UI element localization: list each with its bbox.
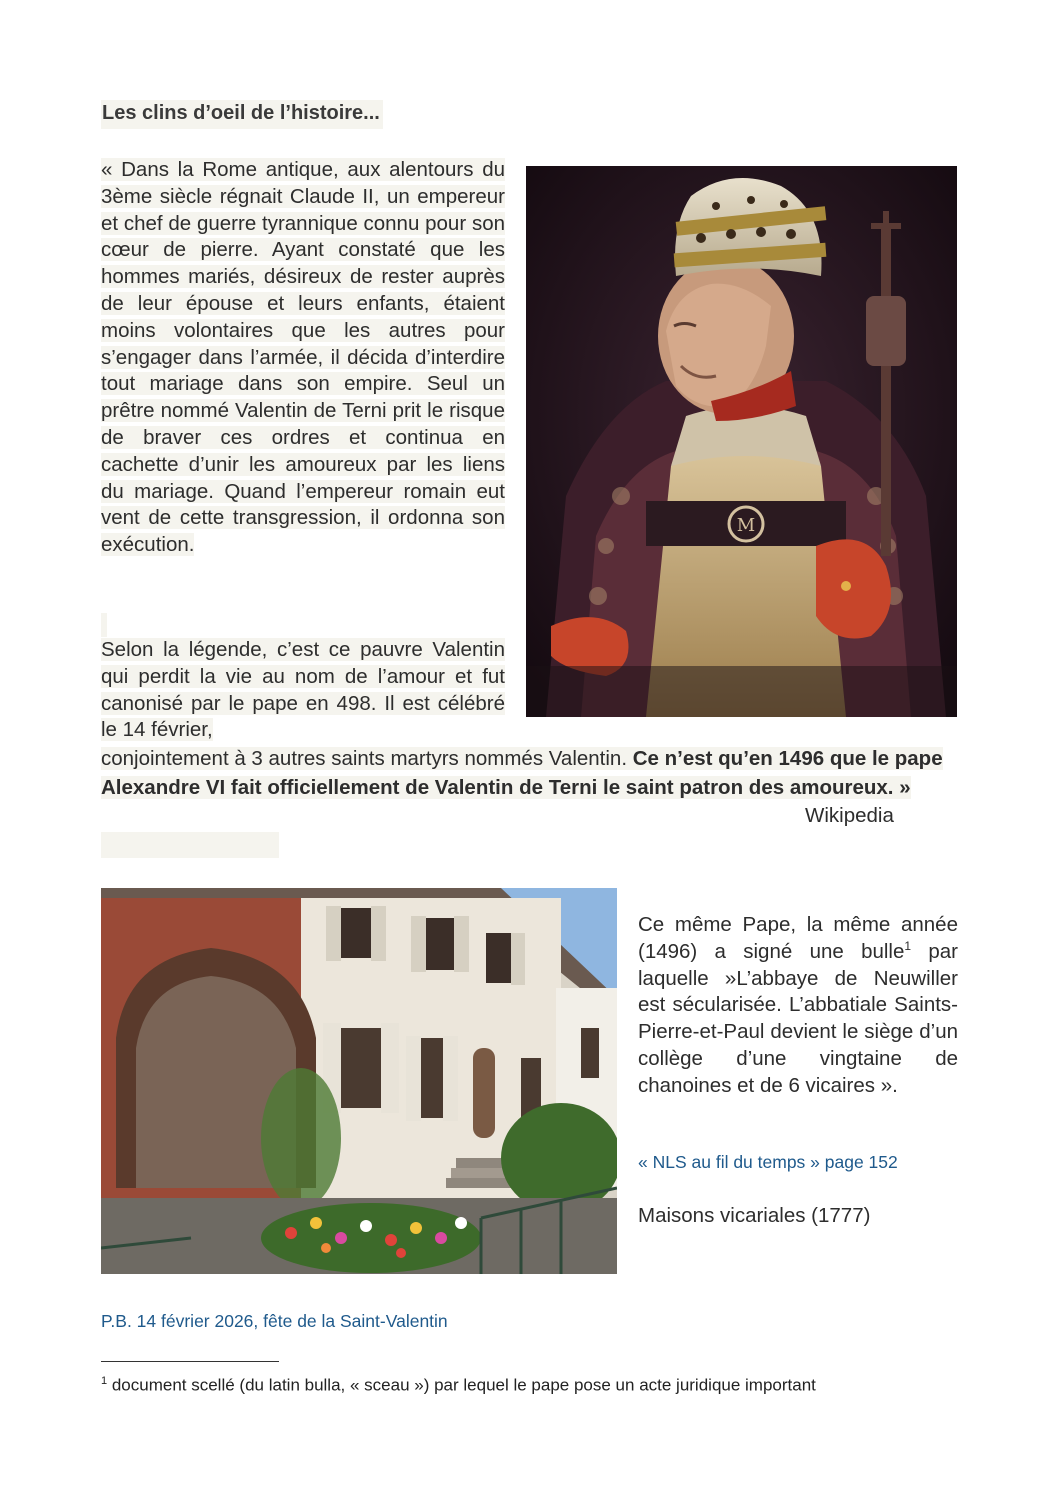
maisons-vicariales-photo xyxy=(101,888,617,1274)
legend-paragraph-part2 xyxy=(101,744,959,802)
bulle-text-cont: par laquelle »L’abbaye de Neuwiller est sécularisée. L’abbatiale Saints-Pierre-et-Paul devient le siège d’un collège d’une vingtaine de chanoines et de 6 vicaires ». xyxy=(638,939,959,1097)
highlight-bar xyxy=(101,613,107,637)
pope-portrait-image xyxy=(526,166,957,717)
intro-paragraph xyxy=(101,157,505,559)
highlight-bar xyxy=(101,832,279,858)
bulle-paragraph xyxy=(638,912,958,1100)
portrait-drawing xyxy=(526,166,957,717)
legend-text-cont: conjointement à 3 autres saints martyrs nommés Valentin. xyxy=(101,747,633,770)
bulle-text: Ce même Pape, la même année (1496) a signé une bulle xyxy=(638,913,958,963)
building-drawing xyxy=(101,888,617,1274)
svg-text:M: M xyxy=(736,515,756,536)
footnote-marker: 1 xyxy=(904,938,912,953)
page-title: Les clins d’oeil de l’histoire... xyxy=(101,100,383,129)
footnote-text: document scellé (du latin bulla, « sceau ») par lequel le pape pose un acte juridique important xyxy=(107,1375,816,1395)
footnote-divider xyxy=(101,1361,279,1362)
legend-bold-text: Ce n’est qu’en 1496 que le pape Alexandre VI fait officiellement de Valentin de Terni le saint patron des amoureux. » xyxy=(101,747,943,799)
legend-text: Selon la légende, c’est ce pauvre Valentin qui perdit la vie au nom de l’amour et fut canonisé par le pape en 498. Il est célébré le 14 février, xyxy=(101,638,505,742)
intro-text: « Dans la Rome antique, aux alentours du 3ème siècle régnait Claude II, un empereur et chef de guerre tyrannique connu pour son cœur de pierre. Ayant constaté que les hommes mariés, désireux de rester auprès de leur épouse et leurs enfants, étaient moins volontaires que les autres pour s’engager dans l’armée, il décida d’interdire tout mariage dans son empire. Seul un prêtre nommé Valentin de Terni prit le risque de braver ces ordres et continua en cachette d’unir les amoureux par les liens du mariage. Quand l’empereur romain eut vent de cette transgression, il ordonna son exécution. xyxy=(101,158,505,557)
citation-source: Wikipedia xyxy=(805,804,894,827)
image-caption: Maisons vicariales (1777) xyxy=(638,1204,871,1227)
footnote xyxy=(101,1375,816,1396)
author-signature: P.B. 14 février 2026, fête de la Saint-Valentin xyxy=(101,1311,448,1331)
legend-paragraph-part1 xyxy=(101,637,505,744)
source-reference: « NLS au fil du temps » page 152 xyxy=(638,1152,898,1172)
footnote-number: 1 xyxy=(101,1375,108,1387)
